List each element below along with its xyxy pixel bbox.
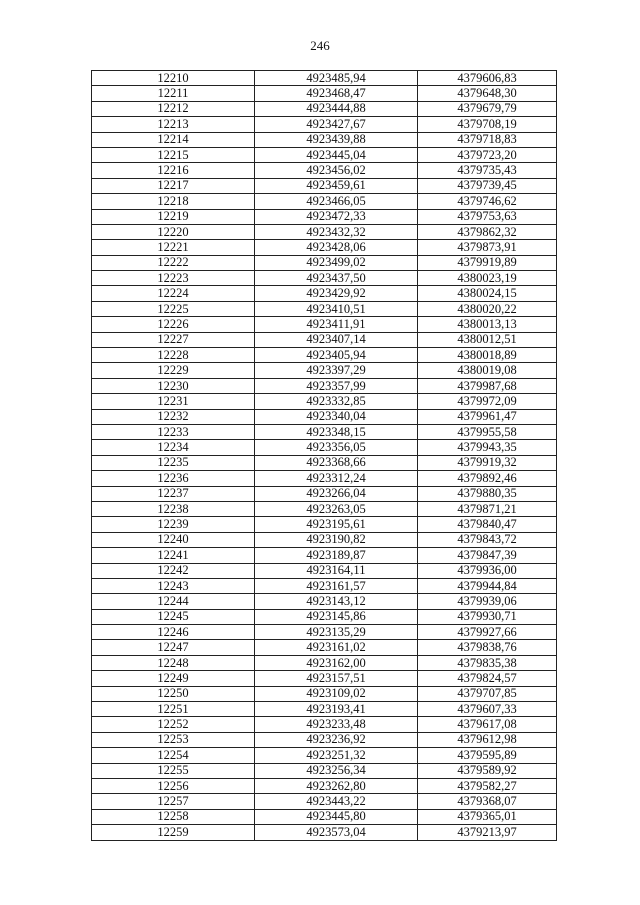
x-coordinate-cell: 4923472,33: [255, 209, 418, 224]
y-coordinate-cell: 4380013,13: [418, 317, 557, 332]
table-row: [92, 778, 557, 793]
table-row: [92, 163, 557, 178]
y-coordinate-cell: 4379919,89: [418, 255, 557, 270]
y-coordinate-cell: 4380023,19: [418, 271, 557, 286]
x-coordinate-cell: 4923162,00: [255, 655, 418, 670]
point-number-cell: 12244: [92, 594, 255, 609]
point-number-cell: 12248: [92, 655, 255, 670]
y-coordinate-cell: 4379880,35: [418, 486, 557, 501]
x-coordinate-cell: 4923444,88: [255, 101, 418, 116]
y-coordinate-cell: 4379961,47: [418, 409, 557, 424]
point-number-cell: 12257: [92, 794, 255, 809]
x-coordinate-cell: 4923428,06: [255, 240, 418, 255]
y-coordinate-cell: 4379936,00: [418, 563, 557, 578]
point-number-cell: 12256: [92, 778, 255, 793]
table-row: [92, 301, 557, 316]
table-row: [92, 532, 557, 547]
table-row: [92, 625, 557, 640]
point-number-cell: 12232: [92, 409, 255, 424]
point-number-cell: 12250: [92, 686, 255, 701]
table-row: [92, 686, 557, 701]
y-coordinate-cell: 4379873,91: [418, 240, 557, 255]
x-coordinate-cell: 4923573,04: [255, 825, 418, 840]
point-number-cell: 12219: [92, 209, 255, 224]
table-row: [92, 594, 557, 609]
y-coordinate-cell: 4379595,89: [418, 748, 557, 763]
point-number-cell: 12245: [92, 609, 255, 624]
x-coordinate-cell: 4923485,94: [255, 71, 418, 86]
x-coordinate-cell: 4923410,51: [255, 301, 418, 316]
y-coordinate-cell: 4380024,15: [418, 286, 557, 301]
point-number-cell: 12243: [92, 578, 255, 593]
point-number-cell: 12251: [92, 702, 255, 717]
point-number-cell: 12235: [92, 455, 255, 470]
y-coordinate-cell: 4379708,19: [418, 117, 557, 132]
x-coordinate-cell: 4923407,14: [255, 332, 418, 347]
point-number-cell: 12255: [92, 763, 255, 778]
point-number-cell: 12224: [92, 286, 255, 301]
y-coordinate-cell: 4379679,79: [418, 101, 557, 116]
x-coordinate-cell: 4923161,57: [255, 578, 418, 593]
table-row: [92, 609, 557, 624]
point-number-cell: 12253: [92, 732, 255, 747]
point-number-cell: 12222: [92, 255, 255, 270]
table-row: [92, 394, 557, 409]
table-row: [92, 748, 557, 763]
point-number-cell: 12227: [92, 332, 255, 347]
table-row: [92, 471, 557, 486]
x-coordinate-cell: 4923164,11: [255, 563, 418, 578]
x-coordinate-cell: 4923195,61: [255, 517, 418, 532]
y-coordinate-cell: 4379955,58: [418, 424, 557, 439]
x-coordinate-cell: 4923368,66: [255, 455, 418, 470]
point-number-cell: 12252: [92, 717, 255, 732]
table-row: [92, 86, 557, 101]
x-coordinate-cell: 4923340,04: [255, 409, 418, 424]
table-row: [92, 132, 557, 147]
y-coordinate-cell: 4379735,43: [418, 163, 557, 178]
x-coordinate-cell: 4923190,82: [255, 532, 418, 547]
point-number-cell: 12246: [92, 625, 255, 640]
y-coordinate-cell: 4380019,08: [418, 363, 557, 378]
x-coordinate-cell: 4923143,12: [255, 594, 418, 609]
point-number-cell: 12237: [92, 486, 255, 501]
y-coordinate-cell: 4380018,89: [418, 348, 557, 363]
table-row: [92, 317, 557, 332]
y-coordinate-cell: 4379753,63: [418, 209, 557, 224]
y-coordinate-cell: 4379944,84: [418, 578, 557, 593]
y-coordinate-cell: 4379939,06: [418, 594, 557, 609]
y-coordinate-cell: 4379835,38: [418, 655, 557, 670]
point-number-cell: 12214: [92, 132, 255, 147]
page-number: 246: [310, 38, 330, 53]
x-coordinate-cell: 4923429,92: [255, 286, 418, 301]
table-row: [92, 71, 557, 86]
y-coordinate-cell: 4379723,20: [418, 147, 557, 162]
y-coordinate-cell: 4379919,32: [418, 455, 557, 470]
point-number-cell: 12223: [92, 271, 255, 286]
point-number-cell: 12247: [92, 640, 255, 655]
x-coordinate-cell: 4923189,87: [255, 548, 418, 563]
table-row: [92, 501, 557, 516]
y-coordinate-cell: 4379617,08: [418, 717, 557, 732]
x-coordinate-cell: 4923466,05: [255, 194, 418, 209]
point-number-cell: 12217: [92, 178, 255, 193]
point-number-cell: 12233: [92, 424, 255, 439]
x-coordinate-cell: 4923468,47: [255, 86, 418, 101]
x-coordinate-cell: 4923193,41: [255, 702, 418, 717]
x-coordinate-cell: 4923405,94: [255, 348, 418, 363]
y-coordinate-cell: 4379824,57: [418, 671, 557, 686]
x-coordinate-cell: 4923427,67: [255, 117, 418, 132]
x-coordinate-cell: 4923145,86: [255, 609, 418, 624]
table-row: [92, 655, 557, 670]
table-row: [92, 240, 557, 255]
table-row: [92, 717, 557, 732]
coordinates-table: [91, 70, 557, 841]
x-coordinate-cell: 4923266,04: [255, 486, 418, 501]
x-coordinate-cell: 4923445,04: [255, 147, 418, 162]
table-row: [92, 732, 557, 747]
table-row: [92, 702, 557, 717]
x-coordinate-cell: 4923456,02: [255, 163, 418, 178]
x-coordinate-cell: 4923357,99: [255, 378, 418, 393]
y-coordinate-cell: 4380020,22: [418, 301, 557, 316]
x-coordinate-cell: 4923397,29: [255, 363, 418, 378]
table-row: [92, 117, 557, 132]
point-number-cell: 12215: [92, 147, 255, 162]
y-coordinate-cell: 4379368,07: [418, 794, 557, 809]
y-coordinate-cell: 4379871,21: [418, 501, 557, 516]
y-coordinate-cell: 4379648,30: [418, 86, 557, 101]
x-coordinate-cell: 4923262,80: [255, 778, 418, 793]
y-coordinate-cell: 4379927,66: [418, 625, 557, 640]
table-row: [92, 486, 557, 501]
y-coordinate-cell: 4379739,45: [418, 178, 557, 193]
table-row: [92, 517, 557, 532]
point-number-cell: 12239: [92, 517, 255, 532]
table-row: [92, 224, 557, 239]
point-number-cell: 12216: [92, 163, 255, 178]
table-row: [92, 409, 557, 424]
table-row: [92, 424, 557, 439]
point-number-cell: 12258: [92, 809, 255, 824]
y-coordinate-cell: 4379862,32: [418, 224, 557, 239]
point-number-cell: 12254: [92, 748, 255, 763]
y-coordinate-cell: 4379606,83: [418, 71, 557, 86]
x-coordinate-cell: 4923437,50: [255, 271, 418, 286]
y-coordinate-cell: 4379589,92: [418, 763, 557, 778]
x-coordinate-cell: 4923332,85: [255, 394, 418, 409]
y-coordinate-cell: 4379972,09: [418, 394, 557, 409]
point-number-cell: 12218: [92, 194, 255, 209]
point-number-cell: 12242: [92, 563, 255, 578]
y-coordinate-cell: 4379847,39: [418, 548, 557, 563]
point-number-cell: 12210: [92, 71, 255, 86]
table-row: [92, 440, 557, 455]
table-row: [92, 763, 557, 778]
table-row: [92, 378, 557, 393]
y-coordinate-cell: 4379746,62: [418, 194, 557, 209]
table-row: [92, 286, 557, 301]
x-coordinate-cell: 4923348,15: [255, 424, 418, 439]
point-number-cell: 12230: [92, 378, 255, 393]
x-coordinate-cell: 4923157,51: [255, 671, 418, 686]
y-coordinate-cell: 4379840,47: [418, 517, 557, 532]
x-coordinate-cell: 4923233,48: [255, 717, 418, 732]
point-number-cell: 12231: [92, 394, 255, 409]
table-row: [92, 194, 557, 209]
x-coordinate-cell: 4923256,34: [255, 763, 418, 778]
point-number-cell: 12220: [92, 224, 255, 239]
y-coordinate-cell: 4380012,51: [418, 332, 557, 347]
table-row: [92, 825, 557, 840]
y-coordinate-cell: 4379930,71: [418, 609, 557, 624]
x-coordinate-cell: 4923443,22: [255, 794, 418, 809]
x-coordinate-cell: 4923236,92: [255, 732, 418, 747]
y-coordinate-cell: 4379213,97: [418, 825, 557, 840]
x-coordinate-cell: 4923109,02: [255, 686, 418, 701]
point-number-cell: 12240: [92, 532, 255, 547]
point-number-cell: 12225: [92, 301, 255, 316]
x-coordinate-cell: 4923459,61: [255, 178, 418, 193]
table-row: [92, 332, 557, 347]
table-row: [92, 563, 557, 578]
point-number-cell: 12234: [92, 440, 255, 455]
y-coordinate-cell: 4379843,72: [418, 532, 557, 547]
y-coordinate-cell: 4379365,01: [418, 809, 557, 824]
x-coordinate-cell: 4923356,05: [255, 440, 418, 455]
x-coordinate-cell: 4923312,24: [255, 471, 418, 486]
table-row: [92, 794, 557, 809]
x-coordinate-cell: 4923251,32: [255, 748, 418, 763]
y-coordinate-cell: 4379892,46: [418, 471, 557, 486]
x-coordinate-cell: 4923445,80: [255, 809, 418, 824]
y-coordinate-cell: 4379718,83: [418, 132, 557, 147]
table-row: [92, 255, 557, 270]
table-row: [92, 640, 557, 655]
y-coordinate-cell: 4379943,35: [418, 440, 557, 455]
point-number-cell: 12221: [92, 240, 255, 255]
table-row: [92, 455, 557, 470]
point-number-cell: 12259: [92, 825, 255, 840]
table-row: [92, 363, 557, 378]
x-coordinate-cell: 4923263,05: [255, 501, 418, 516]
table-row: [92, 671, 557, 686]
point-number-cell: 12212: [92, 101, 255, 116]
point-number-cell: 12226: [92, 317, 255, 332]
point-number-cell: 12236: [92, 471, 255, 486]
table-row: [92, 578, 557, 593]
point-number-cell: 12249: [92, 671, 255, 686]
y-coordinate-cell: 4379987,68: [418, 378, 557, 393]
table-row: [92, 348, 557, 363]
table-row: [92, 101, 557, 116]
x-coordinate-cell: 4923439,88: [255, 132, 418, 147]
y-coordinate-cell: 4379582,27: [418, 778, 557, 793]
y-coordinate-cell: 4379612,98: [418, 732, 557, 747]
table-row: [92, 809, 557, 824]
table-row: [92, 271, 557, 286]
point-number-cell: 12241: [92, 548, 255, 563]
point-number-cell: 12213: [92, 117, 255, 132]
x-coordinate-cell: 4923499,02: [255, 255, 418, 270]
point-number-cell: 12238: [92, 501, 255, 516]
y-coordinate-cell: 4379838,76: [418, 640, 557, 655]
point-number-cell: 12228: [92, 348, 255, 363]
point-number-cell: 12211: [92, 86, 255, 101]
x-coordinate-cell: 4923411,91: [255, 317, 418, 332]
x-coordinate-cell: 4923135,29: [255, 625, 418, 640]
table-row: [92, 147, 557, 162]
y-coordinate-cell: 4379607,33: [418, 702, 557, 717]
point-number-cell: 12229: [92, 363, 255, 378]
x-coordinate-cell: 4923161,02: [255, 640, 418, 655]
x-coordinate-cell: 4923432,32: [255, 224, 418, 239]
table-row: [92, 209, 557, 224]
y-coordinate-cell: 4379707,85: [418, 686, 557, 701]
table-row: [92, 178, 557, 193]
table-row: [92, 548, 557, 563]
coordinates-table-body: [92, 71, 557, 841]
